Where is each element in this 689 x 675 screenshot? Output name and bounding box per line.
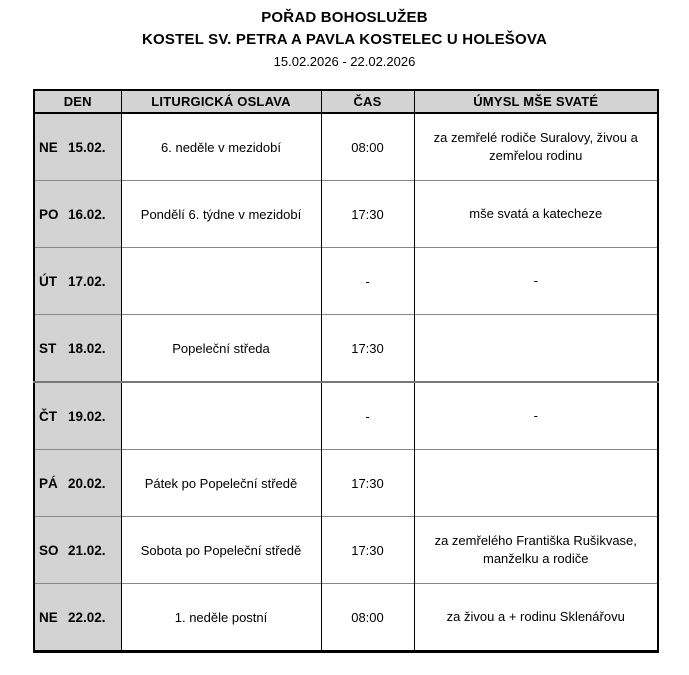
table-row xyxy=(34,113,658,181)
column-header-celebration: LITURGICKÁ OSLAVA xyxy=(121,90,321,113)
day-abbr: NE xyxy=(39,609,58,625)
intention-cell xyxy=(414,315,658,383)
table-row xyxy=(34,248,658,315)
intention-cell: za zemřelé rodiče Suralovy, živou a zemřelou rodinu xyxy=(414,113,658,181)
day-date: 17.02. xyxy=(68,273,106,289)
table-row xyxy=(34,584,658,652)
intention-cell xyxy=(414,450,658,517)
day-cell xyxy=(34,181,121,248)
schedule-body xyxy=(34,113,658,652)
day-cell xyxy=(34,517,121,584)
celebration-cell: 1. neděle postní xyxy=(121,584,321,652)
celebration-cell: Sobota po Popeleční středě xyxy=(121,517,321,584)
day-cell xyxy=(34,248,121,315)
time-cell: 08:00 xyxy=(321,584,414,652)
schedule-header-row xyxy=(34,90,658,113)
date-range: 15.02.2026 - 22.02.2026 xyxy=(273,54,416,69)
day-date: 21.02. xyxy=(68,542,106,558)
day-date: 22.02. xyxy=(68,609,106,625)
table-row xyxy=(34,382,658,450)
intention-cell: za zemřelého Františka Rušikvase, manželku a rodiče xyxy=(414,517,658,584)
day-date: 15.02. xyxy=(68,139,106,155)
intention-cell: za živou a + rodinu Sklenářovu xyxy=(414,584,658,652)
celebration-cell: Popeleční středa xyxy=(121,315,321,383)
intention-cell: - xyxy=(414,248,658,315)
document-header xyxy=(0,0,689,72)
table-row xyxy=(34,450,658,517)
day-date: 18.02. xyxy=(68,340,106,356)
day-cell xyxy=(34,584,121,652)
intention-cell: - xyxy=(414,382,658,450)
day-cell xyxy=(34,315,121,383)
day-date: 16.02. xyxy=(68,206,106,222)
time-cell: 08:00 xyxy=(321,113,414,181)
page-title: POŘAD BOHOSLUŽEB xyxy=(261,9,428,26)
day-cell xyxy=(34,382,121,450)
time-cell: 17:30 xyxy=(321,181,414,248)
day-abbr: SO xyxy=(39,542,59,558)
intention-cell: mše svatá a katecheze xyxy=(414,181,658,248)
day-abbr: PÁ xyxy=(39,475,58,491)
time-cell: - xyxy=(321,248,414,315)
table-row xyxy=(34,181,658,248)
day-cell xyxy=(34,113,121,181)
celebration-cell xyxy=(121,248,321,315)
day-cell xyxy=(34,450,121,517)
time-cell: 17:30 xyxy=(321,315,414,383)
time-cell: 17:30 xyxy=(321,450,414,517)
celebration-cell xyxy=(121,382,321,450)
time-cell: - xyxy=(321,382,414,450)
day-abbr: NE xyxy=(39,139,58,155)
day-abbr: PO xyxy=(39,206,59,222)
day-abbr: ST xyxy=(39,340,57,356)
time-cell: 17:30 xyxy=(321,517,414,584)
column-header-time: ČAS xyxy=(321,90,414,113)
celebration-cell: Pondělí 6. týdne v mezidobí xyxy=(121,181,321,248)
day-abbr: ČT xyxy=(39,408,57,424)
table-row xyxy=(34,315,658,383)
church-name: KOSTEL SV. PETRA A PAVLA KOSTELEC U HOLEŠOVA xyxy=(142,31,547,48)
table-row xyxy=(34,517,658,584)
service-schedule-table xyxy=(33,89,659,653)
column-header-day: DEN xyxy=(34,90,121,113)
day-date: 19.02. xyxy=(68,408,106,424)
column-header-intention: ÚMYSL MŠE SVATÉ xyxy=(414,90,658,113)
day-abbr: ÚT xyxy=(39,273,57,289)
celebration-cell: 6. neděle v mezidobí xyxy=(121,113,321,181)
day-date: 20.02. xyxy=(68,475,106,491)
celebration-cell: Pátek po Popeleční středě xyxy=(121,450,321,517)
